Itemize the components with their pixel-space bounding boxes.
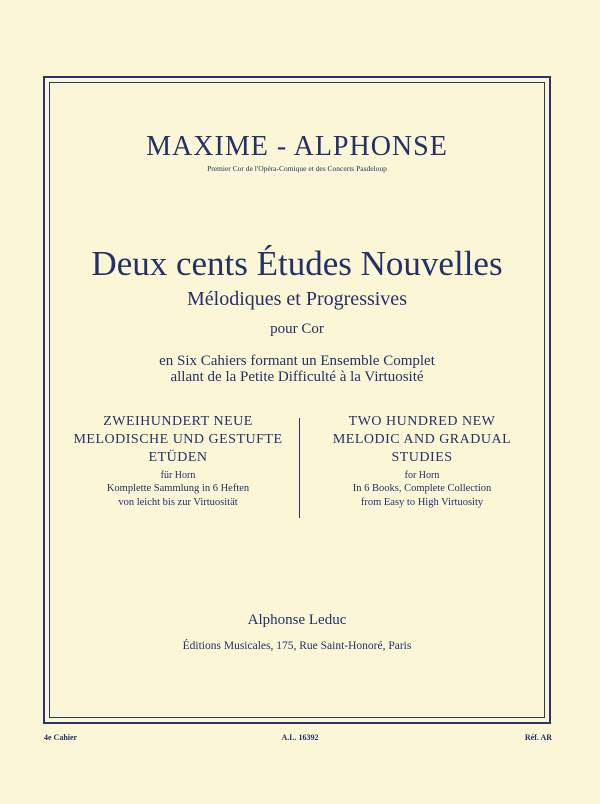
author-subtitle: Premier Cor de l'Opéra-Comique et des Concerts Pasdeloup <box>207 164 387 173</box>
english-line-5: In 6 Books, Complete Collection <box>352 483 492 494</box>
german-line-1: ZWEIHUNDERT NEUE <box>103 414 253 429</box>
instrument-line: pour Cor <box>270 321 324 337</box>
german-line-2: MELODISCHE UND GESTUFTE <box>73 432 283 447</box>
reference-label: Réf. AR <box>524 733 552 742</box>
english-line-3: STUDIES <box>391 450 453 465</box>
subtitle: Mélodiques et Progressives <box>187 288 407 310</box>
catalog-number: A.L. 16392 <box>281 733 319 742</box>
english-line-2: MELODIC AND GRADUAL <box>332 432 512 447</box>
german-line-4: für Horn <box>160 470 196 481</box>
english-line-1: TWO HUNDRED NEW <box>348 414 496 429</box>
english-line-4: for Horn <box>404 470 440 481</box>
publisher-address: Éditions Musicales, 175, Rue Saint-Honoré, Paris <box>182 640 412 652</box>
author-name: MAXIME - ALPHONSE <box>146 131 448 162</box>
english-line-6: from Easy to High Virtuosity <box>360 497 484 508</box>
main-title: Deux cents Études Nouvelles <box>91 244 503 283</box>
german-line-6: von leicht bis zur Virtuosität <box>118 497 238 508</box>
german-title-block <box>60 413 296 510</box>
difficulty-line: allant de la Petite Difficulté à la Virtuosité <box>170 369 424 385</box>
cahier-label: 4e Cahier <box>44 733 78 742</box>
german-line-3: ETÜDEN <box>148 450 208 465</box>
publisher-name: Alphonse Leduc <box>247 612 347 628</box>
english-title-block <box>306 413 538 510</box>
collection-line: en Six Cahiers formant un Ensemble Complet <box>159 353 435 369</box>
column-divider <box>299 418 300 518</box>
german-line-5: Komplette Sammlung in 6 Heften <box>106 483 250 494</box>
